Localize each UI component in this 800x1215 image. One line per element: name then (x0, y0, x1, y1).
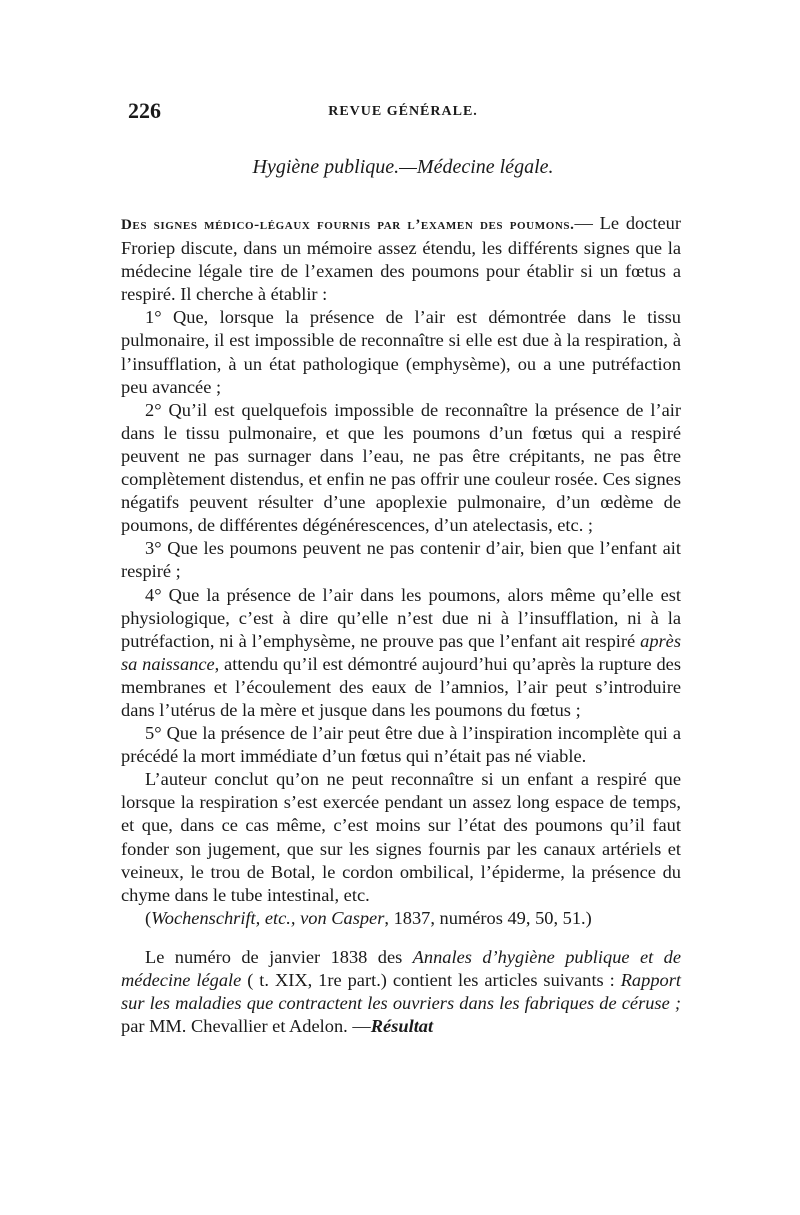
report-title: Rapport sur les maladies que contractent les ouvriers dans les fabriques de céruse ; (121, 970, 681, 1014)
article-intro: — Le docteur Froriep discute, dans un mémoire assez étendu, les différents signes que la médecine légale tire de l’examen des poumons pour établir si un fœtus a respiré. Il cherche à établir : (121, 213, 681, 305)
point-4-text-end: , attendu qu’il est démontré aujourd’hui qu’après la rupture des membranes et l’écoulement des eaux de l’amnios, l’air peut s’introduire dans l’utérus de la mère et jusque dans les poumons du fœtus ; (121, 653, 682, 720)
point-5: 5° Que la présence de l’air peut être due à l’inspiration incomplète qui a précédé la mort immédiate d’un fœtus qui n’était pas né viable. (121, 723, 681, 767)
annales-lead: Le numéro de janvier 1838 des (145, 946, 413, 967)
point-4-emphasis: après sa naissance (121, 630, 681, 674)
body-text (121, 212, 681, 1038)
point-1: 1° Que, lorsque la présence de l’air est démontrée dans le tissu pulmonaire, il est impossible de reconnaître si elle est due à la respiration, à l’insufflation, à un état pathologique (emphysème), ou a une putréfaction peu avancée ; (121, 307, 681, 397)
annales-paragraph (121, 946, 681, 1038)
point-3: 3° Que les poumons peuvent ne pas contenir d’air, bien que l’enfant ait respiré ; (121, 538, 681, 582)
report-authors: par MM. Chevallier et Adelon. — (121, 1016, 371, 1037)
article-intro-paragraph (121, 212, 681, 306)
citation (121, 907, 681, 930)
section-heading: Hygiène publique.—Médecine légale. (252, 156, 554, 178)
article-title: Des signes médico-légaux fournis par l’examen des poumons. (121, 217, 575, 233)
citation-journal: Wochenschrift, etc., von Casper (151, 907, 385, 928)
annales-journal-title: Annales d’hygiène publique et de médecine légale (121, 946, 681, 990)
running-title: REVUE GÉNÉRALE. (328, 104, 478, 119)
point-4 (121, 584, 681, 723)
citation-details: , 1837, numéros 49, 50, 51.) (384, 907, 592, 928)
continuation-word: Résultat (370, 1016, 434, 1037)
conclusion-paragraph: L’auteur conclut qu’on ne peut reconnaître si un enfant a respiré que lorsque la respiration s’est exercée pendant un assez long espace de temps, et que, dans ce cas même, c’est moins sur l’état des poumons qu’il faut fonder son jugement, que sur les signes fournis par les canaux artériels et veineux, le trou de Botal, le cordon ombilical, l’épiderme, la présence du chyme dans le tube intestinal, etc. (121, 769, 681, 905)
annales-volume: ( t. XIX, 1re part.) contient les articles suivants : (241, 970, 621, 990)
point-4-text: 4° Que la présence de l’air dans les poumons, alors même qu’elle est physiologique, c’est à dire qu’elle n’est due ni à l’insufflation, ni à la putréfaction, ni à l’emphysème, ne prouve pas que l’enfant ait respiré (121, 584, 681, 651)
page-number: 226 (128, 98, 161, 123)
point-2: 2° Qu’il est quelquefois impossible de reconnaître la présence de l’air dans le tissu pulmonaire, et que les poumons d’un fœtus qui a respiré peuvent ne pas surnager dans l’eau, ne pas être crépitants, ne pas être complètement distendus, et enfin ne pas offrir une couleur rosée. Ces signes négatifs peuvent résulter d’une apoplexie pulmonaire, d’un œdème de poumons, de différentes dégénérescences, d’un atelectasis, etc. ; (121, 399, 681, 536)
running-head (128, 98, 678, 128)
paragraph-gap (121, 930, 681, 946)
citation-open: ( (145, 907, 152, 928)
